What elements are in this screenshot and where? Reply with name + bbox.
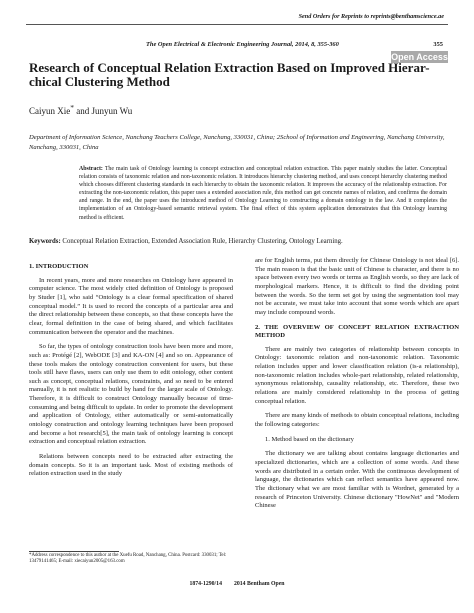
- affiliation: Department of Information Science, Nanchang Teachers College, Nanchang, 330031, China; 2School of Information and Engineering, Nanchang University, Nanchang, 330031, China: [29, 134, 445, 151]
- open-access-badge: Open Access: [391, 52, 448, 62]
- header-rule: [26, 24, 448, 25]
- footnote: *Address correspondence to this author at the Xuefu Road, Nanchang, China. Postcard: 330031; Tel: 13479141465; E-mail: xiecaiyun2005@163.com: [29, 553, 227, 565]
- paragraph: There are many kinds of methods to obtain conceptual relations, including the following categories:: [255, 412, 459, 429]
- paragraph: Relations between concepts need to be extracted after extracting the domain concepts. So it is an important task. Most of existing methods of relation extraction used in the study: [29, 453, 233, 478]
- abstract: [79, 165, 447, 222]
- author-first: Caiyun Xie: [29, 106, 71, 116]
- paragraph: are for English terms, put them directly for Chinese Ontology is not ideal [6]. The main reason is that the basic unit of Chinese is character, and there is no space between every two words or terms as English words, so they are lack of morphological markers. Hence, it is difficult to find the dividing point between the words. So the term set got by using the segmentation tool may not be accurate, we must take into account that some words which are apart may include compound words.: [255, 257, 459, 316]
- section-heading-overview: 2. THE OVERVIEW OF CONCEPT RELATION EXTRACTION METHOD: [255, 323, 459, 340]
- keywords: [29, 237, 449, 246]
- page-number: 355: [433, 41, 443, 48]
- paragraph: In recent years, more and more researches on Ontology have appeared in computer science. The most widely cited definition of Ontology is proposed by Studer [1], who said “Ontology is a clear formal specification of shared conceptual model.” It is used to record the concepts of a particular area and the direct relationship between these concepts, so that these concepts have the clear, formal definition in the case of being shared, and which facilitates communication between the operator and the machines.: [29, 276, 233, 336]
- right-column: [255, 257, 459, 511]
- issn: 1874-1290/14: [189, 581, 222, 587]
- keywords-label: Keywords:: [29, 238, 61, 245]
- paragraph: The dictionary we are talking about contains language dictionaries and specialized dictionaries, which are a collection of some words. And these words are distributed in a certain order. With the continuous development of language, the dictionaries which can reflect semantics have appeared now. The dictionary what we are most familiar with is Wordnet, generated by a research of Princeton University. Chinese dictionary "HowNet" and "Modern Chinese: [255, 450, 459, 510]
- page-footer: [0, 581, 474, 587]
- author-list: [29, 103, 132, 116]
- abstract-text: The main task of Ontology learning is concept extraction and conceptual relation extraction. This paper mainly studies the latter. Conceptual relation consists of taxonomic relation and non-taxonomic relation. It introduces hierarchy clustering method, and uses concept hierarchy clustering method which chooses different clustering standards in each hierarchy to obtain the taxonomic relation. It improves the accuracy of the relationship extraction. For extracting the non-taxonomic relation, this paper uses a extended association rule, this method can get concrete names of relation, and confirms the domain and range. In the end, the paper uses the introduced method of Ontology Learning to constructing a domain ontology in the law. And it completes the implementation of an Ontology-based semantic retrieval system. The final effect of this system application demonstrates that this Ontology learning method is efficient.: [79, 166, 447, 221]
- journal-citation: The Open Electrical & Electronic Engineering Journal, 2014, 8, 355-360: [146, 41, 339, 48]
- paper-title: Research of Conceptual Relation Extraction Based on Improved Hierar-chical Clustering Method: [29, 60, 430, 89]
- paragraph: So far, the types of ontology construction tools have been more and more, such as: Protégé [2], WebODE [3] and KA-ON [4] and so on. Appearance of these tools makes the ontology construction convenient for users, but these tools still have flaws, users can only use them to edit ontology, other content such as concept, conceptual relations, constraints, and so need to be entered manually, it is not realistic to build by hand for the larger scale of Ontology. Therefore, it is difficult to construct Ontology manually because of time-consuming and being difficult to update. In order to promote the development and application of Ontology, either automatically or semi-automatically ontology construction and ontology learning techniques have been proposed and become a hot research[5], the main task of ontology learning is concept extraction and conceptual relation extraction.: [29, 343, 233, 446]
- section-heading-introduction: 1. INTRODUCTION: [29, 263, 89, 270]
- abstract-label: Abstract:: [79, 166, 103, 172]
- footnote-rule: [29, 551, 119, 552]
- reprints-notice: Send Orders for Reprints to reprints@benthamscience.ae: [298, 13, 444, 20]
- list-item: 1. Method based on the dictionary: [265, 435, 354, 443]
- paragraph: There are mainly two categories of relationship between concepts in Ontology: taxonomic relation and non-taxonomic relation. Taxonomic relation includes upper and lower classification relation (is-a relationship), non-taxonomic relation includes whole-part relationship, related relationship, synonymous relationship, causality relationship, etc. Therefore, these two relations are mainly considered relationship in the process of getting conceptual relation.: [255, 345, 459, 405]
- corresponding-star: *: [70, 103, 74, 112]
- author-rest: and Junyun Wu: [74, 106, 133, 116]
- publisher-copyright: 2014 Bentham Open: [233, 581, 285, 587]
- keywords-text: Conceptual Relation Extraction, Extended Association Rule, Hierarchy Clustering, Ontology Learning.: [60, 238, 343, 245]
- left-column: [29, 257, 233, 479]
